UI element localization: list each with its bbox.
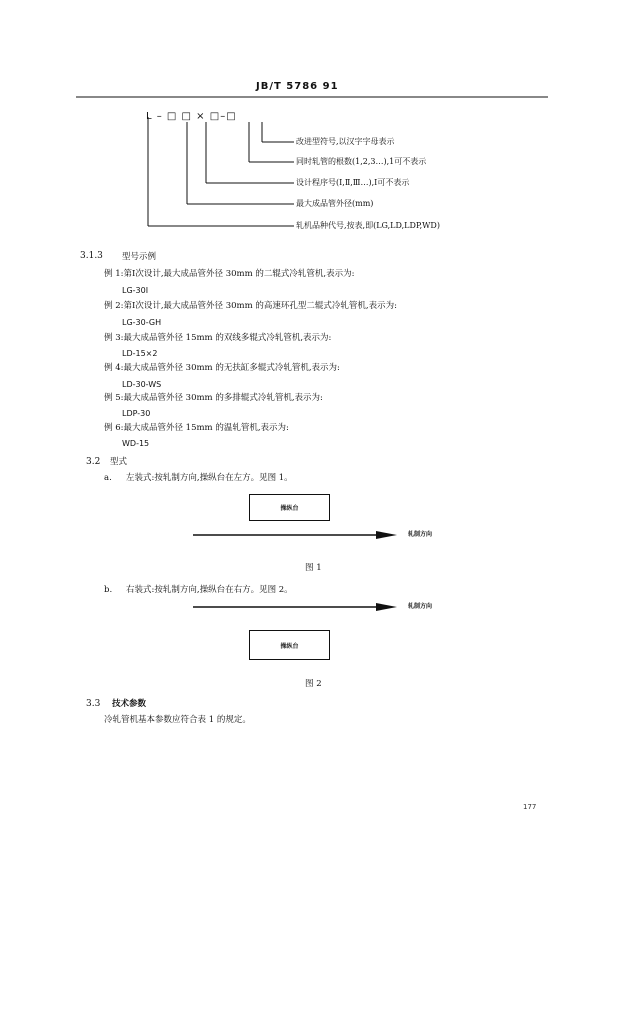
example-text: 例 6:最大成品管外径 15mm 的温轧管机,表示为: (104, 423, 289, 433)
section-title: 技术参数 (112, 699, 147, 709)
example-code: LG-30-GH (122, 318, 162, 327)
rolling-direction-label: 轧制方向 (408, 603, 433, 610)
section-title: 型式 (110, 457, 128, 467)
section-number: 3.1.3 (80, 251, 103, 261)
figure-caption: 图 2 (305, 679, 322, 689)
item-mark: b. (104, 585, 113, 595)
control-console-box (249, 630, 330, 660)
control-console-label: 操纵台 (280, 642, 299, 650)
model-label-tube-count: 同时轧管的根数(1,2,3…),1可不表示 (296, 157, 427, 166)
section-title: 型号示例 (122, 252, 157, 262)
example-text: 例 1:第Ⅰ次设计,最大成品管外径 30mm 的二辊式冷轧管机,表示为: (104, 269, 355, 279)
item-text: 左装式:按轧制方向,操纵台在左方。见图 1。 (126, 473, 293, 483)
example-text: 例 2:第Ⅰ次设计,最大成品管外径 30mm 的高速环孔型二辊式冷轧管机,表示为: (104, 301, 397, 311)
control-console-label: 操纵台 (280, 505, 299, 512)
example-text: 例 5:最大成品管外径 30mm 的多排辊式冷轧管机,表示为: (104, 393, 323, 403)
control-console-box (249, 494, 330, 521)
example-code: WD-15 (122, 439, 150, 448)
section-number: 3.2 (86, 457, 101, 467)
example-text: 例 3:最大成品管外径 15mm 的双线多辊式冷轧管机,表示为: (104, 333, 332, 343)
standard-number: JB/T 5786 91 (256, 81, 339, 92)
section-number: 3.3 (86, 699, 101, 709)
item-mark: a. (104, 473, 112, 483)
model-label-improvement: 改进型符号,以汉字字母表示 (296, 137, 395, 146)
example-text: 例 4:最大成品管外径 30mm 的无扶缸多辊式冷轧管机,表示为: (104, 363, 340, 373)
example-code: LG-30Ⅰ (122, 286, 149, 295)
rolling-direction-label: 轧制方向 (408, 531, 433, 538)
page-number: 177 (523, 803, 537, 811)
example-code: LD-15×2 (122, 349, 158, 358)
example-code: LD-30-WS (122, 380, 162, 389)
example-code: LDP-30 (122, 409, 151, 418)
model-label-mill-type: 轧机品种代号,按表,即(LG,LD,LDP,WD) (296, 221, 440, 230)
section-text: 冷轧管机基本参数应符合表 1 的规定。 (104, 715, 251, 725)
model-label-max-diameter: 最大成品管外径(mm) (296, 199, 374, 208)
model-code-symbols: L – □ □ × □–□ (146, 111, 237, 122)
model-label-design-number: 设计程序号(Ⅰ,Ⅱ,Ⅲ…),Ⅰ可不表示 (296, 178, 410, 187)
figure-caption: 图 1 (305, 563, 322, 573)
item-text: 右装式:按轧制方向,操纵台在右方。见图 2。 (126, 585, 293, 595)
